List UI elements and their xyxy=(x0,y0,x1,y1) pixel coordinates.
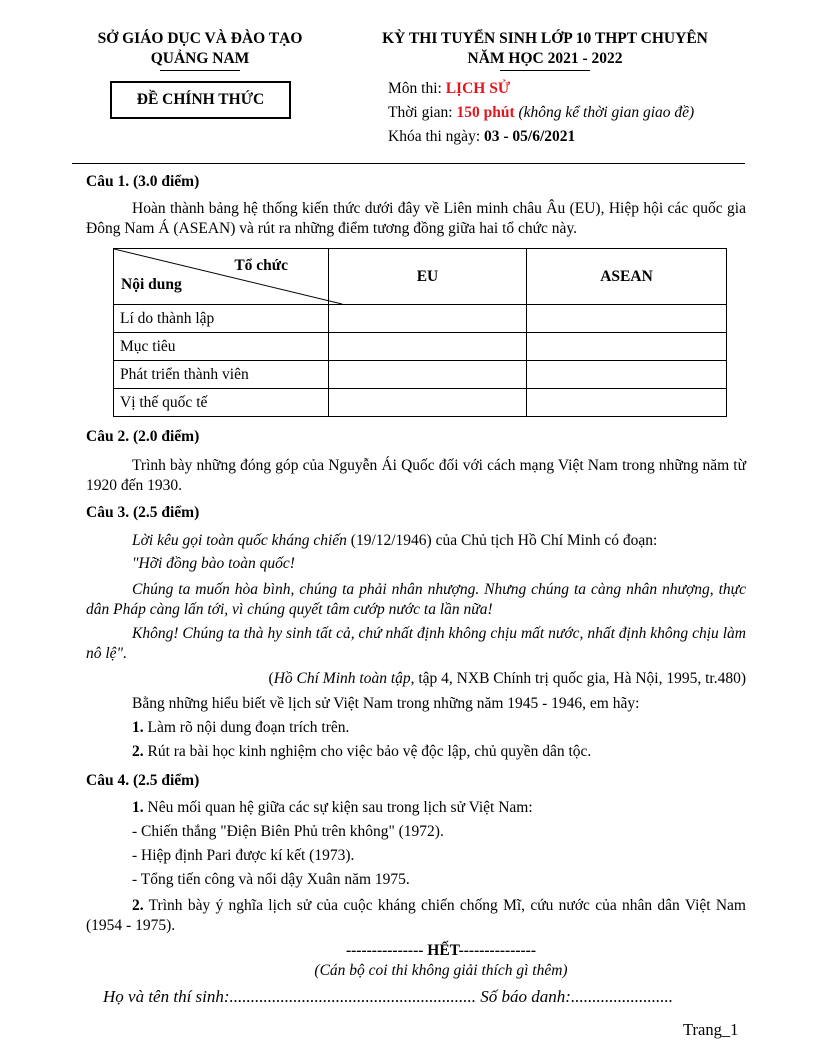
q3-item-1 xyxy=(132,719,349,737)
q3-item-1-text: Làm rõ nội dung đoạn trích trên. xyxy=(143,719,350,736)
table-row xyxy=(114,333,727,361)
q1-title: Câu 1. (3.0 điểm) xyxy=(86,173,200,190)
row-label: Mục tiêu xyxy=(114,333,329,361)
date-label: Khóa thi ngày: xyxy=(388,128,484,145)
header-divider xyxy=(72,163,745,164)
q3-quote-line2: Chúng ta muốn hòa bình, chúng ta phải nhân nhượng. Nhưng chúng ta càng nhân nhượng, thực dân Pháp càng lấn tới, vì chúng quyết tâm cướp nước ta lần nữa! xyxy=(86,581,746,618)
official-exam-badge: ĐỀ CHÍNH THỨC xyxy=(110,81,291,119)
candidate-info-line: Họ và tên thí sinh:.......................................................... Số báo danh:........................ xyxy=(103,987,673,1006)
school-year-underline xyxy=(500,70,590,71)
q3-source-book: Hồ Chí Minh toàn tập xyxy=(273,670,411,687)
q3-quote-line3: Không! Chúng ta thà hy sinh tất cả, chứ nhất định không chịu mất nước, nhất định không chịu làm nô lệ". xyxy=(86,625,746,662)
row-label: Phát triển thành viên xyxy=(114,361,329,389)
asean-answer-cell xyxy=(527,361,727,389)
time-line xyxy=(388,104,694,122)
row-label: Lí do thành lập xyxy=(114,305,329,333)
q4-item-2-text: Trình bày ý nghĩa lịch sử của cuộc kháng chiến chống Mĩ, cứu nước của nhân dân Việt Nam (1954 - 1975). xyxy=(86,897,746,934)
column-header-eu: EU xyxy=(329,249,527,305)
asean-answer-cell xyxy=(527,305,727,333)
q3-quote-line1: "Hỡi đồng bào toàn quốc! xyxy=(132,555,295,572)
q4-item-1-number: 1. xyxy=(132,799,144,816)
q3-item-2 xyxy=(132,743,591,761)
q4-item-2-number: 2. xyxy=(132,897,144,914)
subject-label: Môn thi: xyxy=(388,80,446,97)
date-line xyxy=(388,128,575,146)
q4-item-1-text: Nêu mối quan hệ giữa các sự kiện sau trong lịch sử Việt Nam: xyxy=(143,799,533,816)
date-value: 03 - 05/6/2021 xyxy=(484,128,576,145)
column-header-asean: ASEAN xyxy=(527,249,727,305)
q4-item-2 xyxy=(86,896,746,936)
q2-title: Câu 2. (2.0 điểm) xyxy=(86,428,200,445)
corner-label-organization: Tổ chức xyxy=(234,257,288,274)
asean-answer-cell xyxy=(527,389,727,417)
q3-item-2-text: Rút ra bài học kinh nghiệm cho việc bảo vệ độc lập, chủ quyền dân tộc. xyxy=(143,743,592,760)
eu-answer-cell xyxy=(329,389,527,417)
eu-answer-cell xyxy=(329,361,527,389)
q3-intro-title: Lời kêu gọi toàn quốc kháng chiến xyxy=(132,532,347,549)
time-value: 150 phút xyxy=(456,104,515,121)
subject-line xyxy=(388,80,510,98)
end-marker: --------------- HẾT--------------- xyxy=(345,942,537,959)
q1-text: Hoàn thành bảng hệ thống kiến thức dưới đây về Liên minh châu Âu (EU), Hiệp hội các quốc gia Đông Nam Á (ASEAN) và rút ra những điểm tương đồng giữa hai tổ chức này. xyxy=(86,200,746,237)
q2-text: Trình bày những đóng góp của Nguyễn Ái Quốc đối với cách mạng Việt Nam trong những năm từ 1920 đến 1930. xyxy=(86,457,746,494)
q3-prompt: Bằng những hiểu biết về lịch sử Việt Nam trong những năm 1945 - 1946, em hãy: xyxy=(132,695,640,712)
eu-answer-cell xyxy=(329,305,527,333)
row-label: Vị thế quốc tế xyxy=(114,389,329,417)
invigilator-note: (Cán bộ coi thi không giải thích gì thêm) xyxy=(314,962,568,979)
q4-item-1 xyxy=(132,799,533,817)
time-label: Thời gian: xyxy=(388,104,457,121)
table-corner-cell xyxy=(114,249,329,305)
asean-answer-cell xyxy=(527,333,727,361)
q3-source-rest: , tập 4, NXB Chính trị quốc gia, Hà Nội, 1995, tr.480) xyxy=(410,670,746,687)
q4-bullet: - Tổng tiến công và nổi dậy Xuân năm 1975. xyxy=(132,871,410,888)
q3-title: Câu 3. (2.5 điểm) xyxy=(86,504,200,521)
table-row xyxy=(114,389,727,417)
page-number: Trang_1 xyxy=(683,1020,739,1039)
province-underline xyxy=(160,70,240,71)
q3-source xyxy=(86,670,746,688)
q3-item-2-number: 2. xyxy=(132,743,144,760)
eu-answer-cell xyxy=(329,333,527,361)
time-note: (không kể thời gian giao đề) xyxy=(514,104,695,121)
q4-title: Câu 4. (2.5 điểm) xyxy=(86,772,200,789)
q3-source-open: ( xyxy=(268,670,274,687)
q3-item-1-number: 1. xyxy=(132,719,144,736)
q4-bullet: - Chiến thắng "Điện Biên Phủ trên không" (1972). xyxy=(132,823,444,840)
subject-value: LỊCH SỬ xyxy=(445,80,511,97)
province-name: QUẢNG NAM xyxy=(150,50,250,67)
q4-bullet: - Hiệp định Pari được kí kết (1973). xyxy=(132,847,355,864)
exam-title: KỲ THI TUYỂN SINH LỚP 10 THPT CHUYÊN xyxy=(382,30,708,47)
q3-intro-rest: (19/12/1946) của Chủ tịch Hồ Chí Minh có đoạn: xyxy=(346,532,658,549)
table-row xyxy=(114,305,727,333)
corner-label-content: Nội dung xyxy=(121,276,182,293)
q3-intro xyxy=(132,532,657,550)
table-row xyxy=(114,361,727,389)
department-name: SỞ GIÁO DỤC VÀ ĐÀO TẠO xyxy=(97,30,303,47)
comparison-table xyxy=(113,248,727,417)
school-year: NĂM HỌC 2021 - 2022 xyxy=(467,50,623,67)
